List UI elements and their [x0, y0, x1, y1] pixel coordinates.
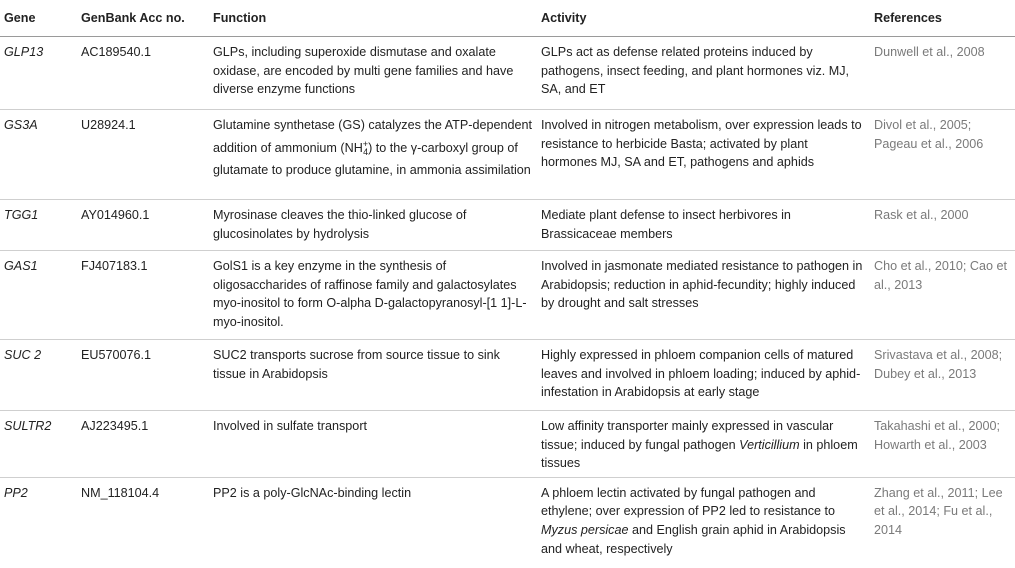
ammonium-formula — [363, 135, 368, 162]
accession-cell: U28924.1 — [77, 110, 209, 200]
activity-cell: Highly expressed in phloem companion cells of matured leaves and involved in phloem loading; induced by aphid-infestation in Arabidopsis at early stage — [537, 340, 870, 411]
references-cell: Cho et al., 2010; Cao et al., 2013 — [870, 251, 1015, 340]
table-row — [0, 251, 1015, 340]
accession-cell: NM_118104.4 — [81, 485, 160, 500]
accession-cell: AY014960.1 — [77, 200, 209, 251]
species-name: Myzus persicae — [541, 522, 629, 537]
activity-cell: GLPs act as defense related proteins induced by pathogens, insect feeding, and plant hormones viz. MJ, SA, and ET — [537, 37, 870, 110]
function-cell: GolS1 is a key enzyme in the synthesis of oligosaccharides of raffinose family and galactosylates myo-inositol to form O-alpha D-galactopyranosyl-[1 1]-L-myo-inositol. — [209, 251, 537, 340]
references-cell: Zhang et al., 2011; Lee et al., 2014; Fu et al., 2014 — [874, 485, 1003, 537]
activity-text-cont: in phloem tissues — [541, 437, 858, 471]
activity-text-cont: and English grain aphid in Arabidopsis and wheat, respectively — [541, 522, 846, 556]
activity-cell — [537, 477, 870, 568]
accession-cell: EU570076.1 — [77, 340, 209, 411]
function-text: Glutamine synthetase (GS) catalyzes the ATP-dependent addition of ammonium (NH — [213, 118, 532, 155]
accession-cell: AJ223495.1 — [77, 411, 209, 478]
table-row — [0, 110, 1015, 200]
gene-cell: GS3A — [0, 110, 77, 200]
header-gene: Gene — [0, 0, 77, 37]
function-cell — [209, 110, 537, 200]
formula-superscript: + — [362, 138, 369, 149]
references-cell: Divol et al., 2005; Pageau et al., 2006 — [870, 110, 1015, 200]
activity-cell — [537, 411, 870, 478]
pathogen-name: Verticillium — [739, 437, 800, 452]
activity-text: Low affinity transporter mainly expressed in vascular tissue; induced by fungal pathogen — [541, 419, 834, 452]
function-cell: SUC2 transports sucrose from source tissue to sink tissue in Arabidopsis — [209, 340, 537, 411]
activity-cell: Mediate plant defense to insect herbivores in Brassicaceae members — [537, 200, 870, 251]
accession-cell: AC189540.1 — [77, 37, 209, 110]
header-genbank-acc: GenBank Acc no. — [77, 0, 209, 37]
accession-cell: FJ407183.1 — [77, 251, 209, 340]
references-cell: Rask et al., 2000 — [870, 200, 1015, 251]
gene-cell: TGG1 — [0, 200, 77, 251]
references-cell: Srivastava et al., 2008; Dubey et al., 2013 — [870, 340, 1015, 411]
table-row — [0, 411, 1015, 478]
table-row — [0, 477, 1015, 568]
header-function: Function — [209, 0, 537, 37]
header-row — [0, 0, 1015, 37]
function-text-cont: ) to the γ-carboxyl group of glutamate to produce glutamine, in ammonia assimilation — [213, 140, 531, 178]
table-row — [0, 200, 1015, 251]
gene-cell: SULTR2 — [0, 411, 77, 478]
gene-cell: PP2 — [4, 485, 28, 500]
activity-cell: Involved in jasmonate mediated resistance to pathogen in Arabidopsis; reduction in aphid-fecundity; highly induced by drought and salt stresses — [537, 251, 870, 340]
function-cell: GLPs, including superoxide dismutase and oxalate oxidase, are encoded by multi gene families and have diverse enzyme functions — [209, 37, 537, 110]
gene-cell: SUC 2 — [0, 340, 77, 411]
gene-cell: GLP13 — [0, 37, 77, 110]
header-references: References — [870, 0, 1015, 37]
function-cell: Involved in sulfate transport — [209, 411, 537, 478]
table-row — [0, 37, 1015, 110]
gene-cell: GAS1 — [0, 251, 77, 340]
function-cell: PP2 is a poly-GlcNAc-binding lectin — [213, 485, 412, 500]
activity-text: A phloem lectin activated by fungal pathogen and ethylene; over expression of PP2 led to resistance to — [541, 485, 836, 519]
activity-cell: Involved in nitrogen metabolism, over expression leads to resistance to herbicide Basta; activated by plant hormones MJ, SA and ET, pathogens and aphids — [537, 110, 870, 200]
references-cell: Dunwell et al., 2008 — [870, 37, 1015, 110]
function-cell: Myrosinase cleaves the thio-linked glucose of glucosinolates by hydrolysis — [209, 200, 537, 251]
references-cell: Takahashi et al., 2000; Howarth et al., 2003 — [870, 411, 1015, 478]
table-row — [0, 340, 1015, 411]
formula-subscript: 4 — [363, 146, 369, 157]
header-activity: Activity — [537, 0, 870, 37]
